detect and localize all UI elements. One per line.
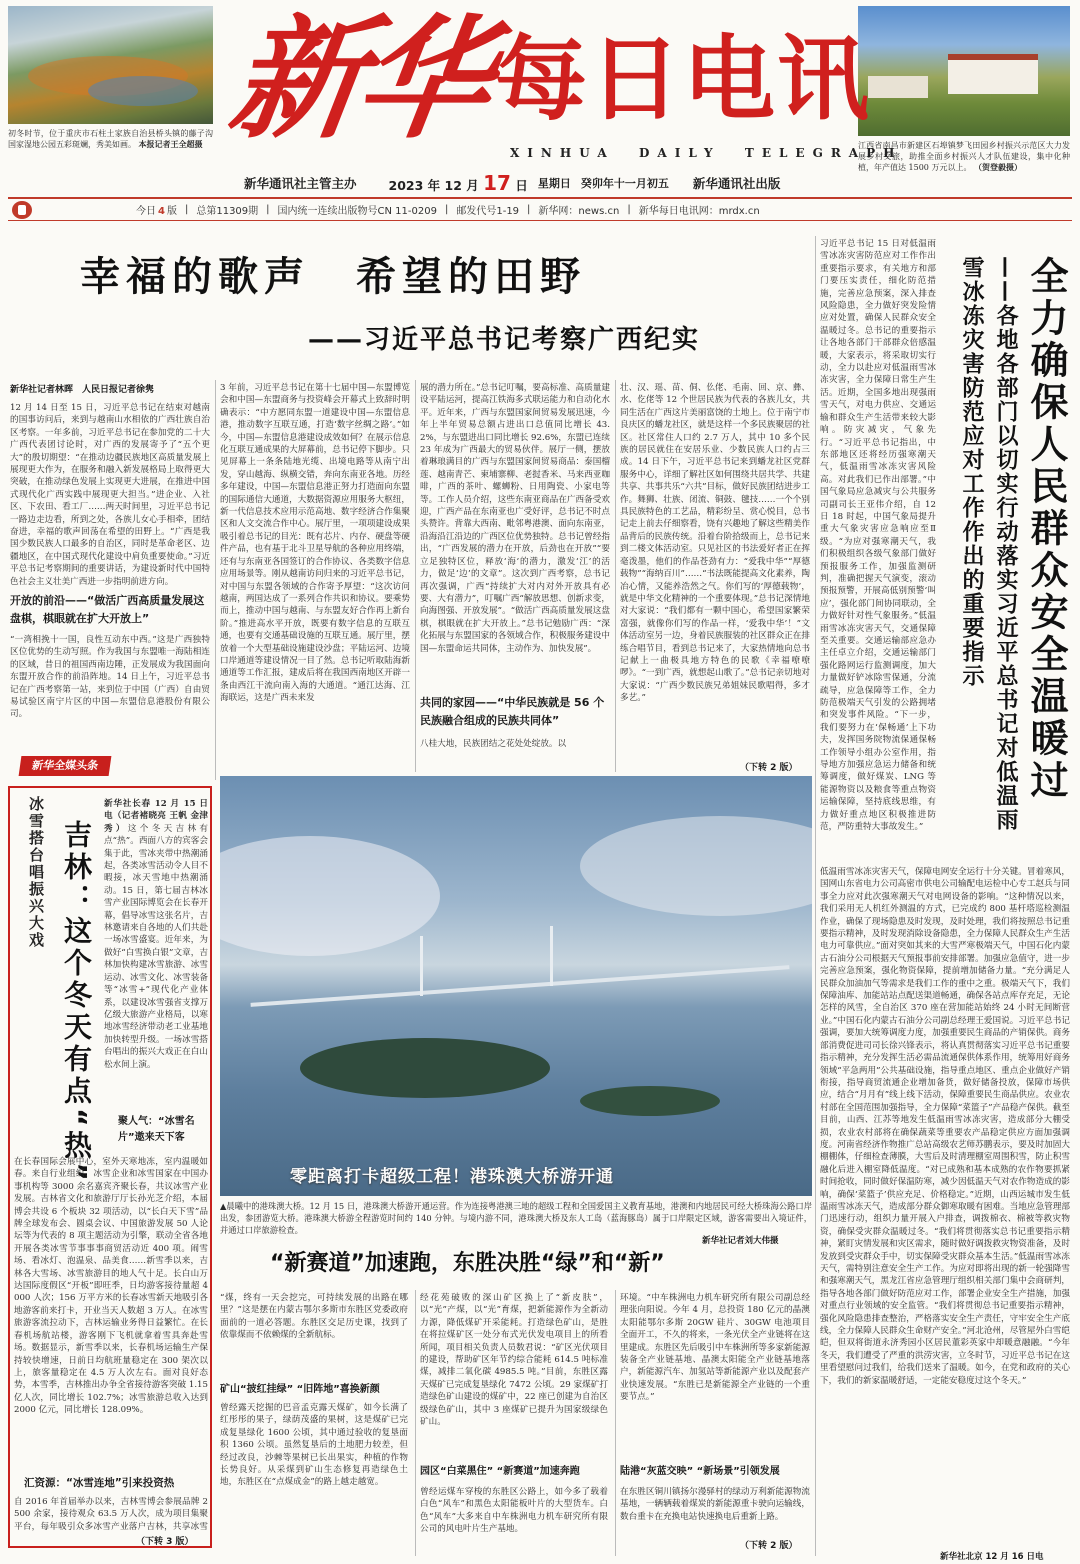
sidebar-text3: 自 2016 年首届举办以来，吉林雪博会参展品牌 2500 余家，接待观众 63.5 万人次，成为项目集聚平台，每年吸引众多冰雪产业落户吉林，共享冰雪 [14,1497,208,1532]
column-rule [615,380,616,772]
lunar: 癸卯年十一月初五 [580,177,669,190]
bridge-photo [220,776,812,1196]
col2-text: 3 年前，习近平总书记在第十七届中国—东盟博览会和中国—东盟商务与投资峰会开幕式上致辞时明确表示：“中方愿同东盟一道建设中国—东盟信息港，推动数字互联互通，打造‘数字丝绸之路’。”如今，中国—东盟信息港建设成效如何？在展示信息化互联互通成果的大屏幕前，总书记停下脚步。只见屏幕上一条条陆地光缆、出境电路等从南宁出发，穿山越海、纵横交错，奔向东南亚各地。历经多年建设，中国—东盟信息港正努力打造面向东盟的国际通信大通道，大数据资源应用服务大枢纽，新一代信息技术应用示范高地、数字经济合作集聚区和人文交流合作中心。展厅里，一项项建设成果吸引着总书记的目光：既有芯片、内存、硬盘等硬件产品，也有基于北斗卫星导航的各种应用终端，还有与东南亚各国签订的合作协议、各类数字信息应用场景等。刚从越南访问归来的习近平总书记，对中国与东盟各领域的合作寄予厚望：“这次访问越南，两国达成了一系列合作共识和协议。要乘势而上，推动中国与越南、与东盟友好合作再上新台阶。”推进高水平开放，既要有数字信息的互联互通，也要有交通基础设施的互联互通。展厅里，摆放着一个大型基础设施建设沙盘；平陆运河、边境口岸通道等建设情况一目了然。总书记听取陆海新通道等工作汇报，建成后将在我国西南地区开辟一条由西江干流向南入海的大通道。“通江达海、江海联运，这是广西未来发 [220,383,410,704]
lower-c3-subhead: 陆港“灰蓝交映” “新场景”引领发展 [620,1466,780,1477]
today-label: 今日 [136,206,156,217]
sidebar-continued: （下转 3 版） [136,1537,194,1547]
left-photo-caption-text: 初冬时节，位于重庆市石柱土家族自治县桥头镇的藤子沟国家湿地公园五彩斑斓，秀美如画。 [8,129,213,149]
site-mrdx: 新华每日电讯网：mrdx.cn [638,206,760,217]
col1-intro: 12 月 14 日至 15 日，习近平总书记在结束对越南的国事访问后，来到与越南山水相依的广西壮族自治区考察。一年多前，习近平总书记在参加党的二十大广西代表团讨论时，对广西的发展寄予了“五个更大”的殷切期望：“在推动边疆民族地区高质量发展上展现更大作为，在服务和融入新发展格局上取得更大突破，在推动绿色发展上实现更大进展，在推进中国式现代化广西实践中展现更大担当。”进企业、入社区、下农田、看工厂……两天时间里，习近平总书记一路边走边看，所到之处，各族儿女心手相牵，团结奋进，幸福的歌声回荡在希望的田野上。“广西是我国少数民族人口最多的自治区，同时是革命老区、边疆地区，在中国式现代化建设中肩负重要使命。”习近平总书记考察期间的重要讲话，为建设新时代中国特色社会主义壮美广西进一步指明前进方向。 [10,403,210,587]
headline-subtitle: ——习近平总书记考察广西纪实 [308,325,701,355]
lower-c2-text2: 曾经运煤车穿梭的东胜区公路上，如今多了载着白色“风车”和黑色太阳能板叶片的大型货车。白色“风车”大多来自中车株洲电力机车研究所有限公司的风电叶片生产基地。 [420,1487,608,1535]
lower-c2-text: 经花苑破败的深山矿区换上了“新皮肤”，以“光”产煤，以“光”育煤，把新能源作为全新动力源，降低煤矿开采能耗。打造绿色矿山，是胜在将拉煤矿区一处分布式光伏发电项目上的所看所闻，项目相关负责人员数君说：“矿区光伏项目的建设，帮助矿区年节约综合能耗 614.5 吨标准煤，减排二氧化碳 4985.5 吨。”目前，东胜区露天煤矿已完成复垦绿化 7472 公顷。29 家煤矿打造绿色矿山建设的煤矿中，22 座已创建为自治区级绿色矿山，其中 3 座煤矿已提升为国家级绿色矿山。 [420,1293,608,1428]
masthead-logo: 新华 [221,2,495,157]
lower-c1-text2: 曾经露天挖掘的巴音孟克露天煤矿，如今长满了红彤彤的果子，绿荫茂盛的果树，这是煤矿已完成复垦绿化 1600 公顷，其中通过验收的复垦面积 1360 公顷。虽然复垦后的土地肥力较差，但经过改良，沙棘等果树已长出果实，种植的作物长势良好。从采煤到矿山生态修复再造绿色土地，东胜区在“点煤成金”的路上越走越宽。 [220,1403,408,1488]
col3-subhead: 共同的家园——“中华民族就是 56 个民族融合组成的民族共同体” [420,696,605,727]
date-suffix: 日 [515,178,528,193]
date [389,171,528,195]
date-prefix: 2023 年 12 月 [388,178,479,193]
sidebar-dateline-text: 新华社长春 12 月 15 日电（记者褚晓亮 王帆 金津秀） [104,799,208,834]
col1-text2: “一湾相挽十一国，良性互动东中西。”这是广西独特区位优势的生动写照。作为我国与东盟唯一海陆相连的区域，昔日的祖国西南边陲，正发展成为我国面向东盟开放合作的前沿阵地。14 日上午，习近平总书记在广西考察第一站，来到位于中国（广西）自由贸易试验区南宁片区的中国—东盟信息港股份有限公司。 [10,635,210,720]
label-tag: 新华全媒头条 [19,756,112,776]
pages-num: 4 [158,206,165,217]
xinhua-emblem-icon [12,201,32,219]
sidebar-dateline [104,798,208,1168]
masthead-dateline [244,170,844,196]
right-photo-caption-text: 江西省南昌市新建区石埠镇梦飞田园乡村振兴示范区大力发展乡村文旅，助推全面乡村振兴人才队伍建设，集中化种植，年产值达 1500 万元以上。 [858,141,1070,172]
lower-story-title: “新赛道”加速跑，东胜决胜“绿”和“新” [270,1251,665,1276]
sidebar-subhead1: 聚人气：“冰雪名片”遨来天下客 [118,1116,195,1143]
left-photo [8,6,213,124]
sidebar-title: 吉林：这个冬天有点“热” [60,820,93,1185]
bridge-photo-credit: 新华社记者刘大伟摄 [702,1236,779,1246]
bridge-deck [251,965,790,1007]
right-story-text-top: 习近平总书记 15 日对低温雨雪冰冻灾害防范应对工作作出重要指示要求，有关地方和部门要压实责任，细化防范措施，完善应急预案，深入排查风险隐患，全力做好突发险情应对处置，确保人民群众安全温暖过冬。总书记的重要指示让各地各部门干部群众倍感温暖，大家表示，将采取切实行动，全力以赴应对低温雨雪冰冻灾害，全力保障日常生产生活。近期，全国多地出现强雨雪天气，对电力供应、交通运输和群众生产生活带来较大影响。防灾减灾，气象先行。“习近平总书记指出，中东部地区还将经历强寒潮天气，低温雨雪冰冻灾害风险高。对此我们已作出部署。”中国气象局应急减灾与公共服务司副司长王亚伟介绍，自 12 日 18 时起，中国气象局提升重大气象灾害应急响应至Ⅱ级。“为应对强寒潮天气，我们积极组织各级气象部门做好预报服务工作，加强监测研判，准确把握天气演变，滚动预报预警，开展高低别预警‘叫应’，强化部门间协同联动，全力做好针对性气象服务。”低温雨雪冰冻灾害天气，交通保障至关重要。交通运输部应急办主任卓立介绍，交通运输部门强化路网运行监测调度，加大力量做好铲冰除雪保通，分流疏导，应急保障等工作，全力防范极端天气引发的公路拥堵和突发事件风险。“下一步，我们要努力在‘保畅通’上下功夫，发挥国务院物流保通保畅工作领导小组办公室作用，指导地方加强应急运力储备和统筹调度，做好煤炭、LNG 等能源物资以及粮食等重点物资运输保障，坚持底线思维，有力做好重点地区积极推进防范，严防重特大事故发生。” [820,239,936,833]
bridge-photo-caption: ▲晨曦中的港珠澳大桥。12 月 15 日，港珠澳大桥游开通运营。作为连接粤港澳三地的超级工程和全国爱国主义教育基地，港澳和内地居民可经大桥珠海公路口岸出发，参团游览大桥。港珠澳大桥游全程游览时间约 140 分钟。与境内游不同，港珠澳大桥及东人工岛（蓝海豚岛）属于口岸限定区域，游客需要出入境证件，并通过口岸旅游检查。 [220,1201,812,1235]
masthead-title: 每日电讯 [495,26,872,133]
lower-c1-subhead: 矿山“披红挂绿” “旧阵地”喜换新颜 [220,1384,380,1395]
bridge-pylon-2 [550,926,553,986]
island-1 [300,1038,550,1098]
lower-c3-text2: 在东胜区铜川镇扬尔漫驿村的绿动万利新能源物流基地，一辆辆载着煤炭的新能源重卡驶向运输线，数台重卡在充换电站快速换电后重新上路。 [620,1487,810,1522]
sidebar-text2: 在长春国际会展中心，室外天寒地冻，室内温暖如春。来自行业组织、冰雪企业和冰雪国家在中国办事机构等 3000 余名嘉宾齐聚长春，共议冰雪产业发展。吉林省文化和旅游厅厅长孙光芝介绍，本届博会共设 6 个板块 32 项活动，以“长白天下雪”品牌全球发布会、圆桌会议、中国旅游发展 50 人论坛等为代表的 8 项主题活动为引擎，联动全省各地开展各类冰雪节事事事商贸活动近 400 项。闹雪场、看冰灯、泡温泉、品美食……新雪季以来，吉林各大雪场、冰雪旅游目的地人气十足。长白山万达国际度假区“开板”即旺季，日均游客接待量超 4000 人次；156 万平方米的长春冰雪新天地吸引各地游客前来打卡，开业当天人数超 3 万人。在冰雪旅游客流拉动下，吉林运输业务得日益繁忙。在长春机场航站楼，游客刚下飞机就拿着雪具奔赴雪场。数据显示，新雪季以来，长春机场运输生产保持较快增速，日前日均航班量稳定在 300 架次以上，旅客量稳定在 4.5 万人次左右。面对良好态势，本雪季，吉林推出办争全省接待游客突破 1.15 亿人次，同比增长 102.7%；冰雪旅游总收入达到 2000 亿元，同比增长 128.09%。 [14,1157,208,1416]
post-code: 邮发代号1-19 [456,206,520,217]
date-day: 17 [483,171,511,195]
island-2 [580,1086,720,1116]
sponsor: 新华通讯社主管主办 [244,176,357,191]
lower-c1-text: “煤，终有一天会挖完，可持续发展的出路在哪里？”这是摆在内蒙古鄂尔多斯市东胜区党委政府面前的一道必答题。东胜区交足历史课，找到了依靠煤而不依赖煤的全新航标。 [220,1293,408,1341]
masthead-english: XINHUA DAILY TELEGRAPH [510,146,903,160]
right-photo [858,6,1070,136]
right-story-title: 全力确保人民群众安全温暖过 [1024,256,1068,802]
sidebar-kicker: 冰雪搭台唱振兴大戏 [27,796,45,949]
lower-c2-subhead: 园区“白菜黑住” “新赛道”加速奔跑 [420,1466,580,1477]
issue-total: 总第11309期 [196,206,259,217]
headline-title: 幸福的歌声 希望的田野 [80,254,586,300]
pages-unit: 版 [166,206,177,217]
col4-text: 壮、汉、瑶、苗、侗、仫佬、毛南、回、京、彝、水、仡佬等 12 个世居民族为代表的各族儿女，共同生活在广西这片美丽富饶的土地上。位于南宁市良庆区的蟠龙社区，就是这样一个多民族聚居的社区。社区常住人口约 2.7 万人，其中 10 多个民族的居民就住在安居乐业、少数民族人口约占三成。14 日下午，习近平总书记来到蟠龙社区党群服务中心，详细了解社区如何围绕共居共学、共建共享、共事共乐“六共”目标，做好民族团结进步工作。舞狮、壮族、闭流、铜鼓、毽技……一个个别具民族特色的工艺品，精彩纷呈、赏心悦目，总书记走上前去仔细察看，饶有兴趣地了解这些精美作品背后的民族传统。沿着台阶拾级而上，总书记来到二楼文体活动室。只见社区的书法爱好者正在挥毫泼墨，他们的作品苍劲有力：“爱我中华”“厚德载物”“海纳百川”……“书法既能提高文化素养，陶冶心情，又能养浩然之气。你们写的‘厚德载物’，就是中华文化精神的一个重要体现。”总书记深情地对大家说：“我们都有一颗中国心，希望国家繁荣富强，就像你们写的作品一样，‘爱我中华’！”文体活动室另一边，身着民族服装的社区群众正在排练合唱节目，看到总书记来了，大家热情地向总书记献上一曲极具地方特色的民歌《幸福嘹嘹啰》。“一到广西，就想起山歌了。”总书记亲切地对大家说：“广西少数民族兄弟姐妹民歌唱得，多才多艺。” [620,383,810,704]
column-rule [815,236,816,1556]
byline: 新华社记者林晖 人民日报记者徐隽 [10,385,155,395]
right-story-subtitle: ——各地各部门以切实行动落实习近平总书记对低温雨雪冰冻灾害防范应对工作作出的重要指示 [959,256,1018,832]
sidebar-subhead2: 汇资源：“冰雪连地”引来投资热 [24,1477,175,1489]
lower-c3-text: 环境。“中车株洲电力机车研究所有限公司副总经理张向阳说。今年 4 月，总投资 180 亿元的晶澳太阳能鄂尔多斯 20GW 硅片、30GW 电池项目全面开工，不久的将来，一条光伏全产业链将在这里建成。东胜区先后吸引中车株洲所等多家新能源装备全产业链基地、晶澳太阳能全产业链基地落户，新能源汽车、加氢站等新能源产业以及配套产业快速发展。“东胜已是新能源全产业链的一个重要节点。” [620,1293,810,1403]
right-story-dateline: 新华社北京 12 月 16 日电 [940,1552,1044,1562]
col3-text2: 八桂大地，民族团结之花处处绽放。以 [420,739,567,749]
column-rule [215,380,216,780]
col1-subhead: 开放的前沿——“做活广西高质量发展这盘棋，棋眼就在扩大开放上” [10,594,205,625]
left-photo-credit: 本报记者王全超摄 [138,139,203,149]
left-photo-caption [8,128,213,150]
today-pages [136,202,177,217]
cn-number: 国内统一连续出版物号CN 11-0209 [277,206,437,217]
col3-text: 展的潜力所在。”总书记叮嘱，要高标准、高质量建设平陆运河，提高江铁海多式联运能力和自动化水平。近年来，广西与东盟国家间贸易发展迅速，今年上半年贸易总额占进出口总值同比增长 43.2%，与东盟进出口同比增长 92.6%，东盟已连续 23 年成为广西最大的贸易伙伴。展厅一侧，摆放着琳琅满目的广西与东盟国家间贸易商品：泰国榴莲、越南青芒、柬埔寨柳、老挝香米、马来西亚咖啡，广西的茶叶、螺蛳粉、日用陶瓷、小家电等等。工作人员介绍，这些东南亚商品在广西备受欢迎，广西产品在东南亚也广受好评，总书记不时点头赞许。背靠大西南、毗邻粤港澳、面向东南亚，沿海沿江沿边的广西区位优势独特。总书记曾经指出，“广西发展的潜力在开放，后劲也在开放”“要立足独特区位，释放‘海’的潜力，激发‘江’的活力，做足‘边’的文章”。这次到广西考察，总书记再次强调，广西“持续扩大对内对外开放具有必要、大有潜力”，叮嘱广西“解放思想、创新求变，向海图强、开放发展”。“做活广西高质量发展这盘棋，棋眼就在扩大开放上。”总书记勉励广西：“深化拓展与东盟国家的各领域合作，积极服务建设中国—东盟命运共同体，主动作为、加快发展”。 [420,383,610,654]
column-rule [415,380,416,772]
col4-continued: （下转 2 版） [740,763,798,773]
site-news: 新华网：news.cn [538,206,620,217]
publisher: 新华通讯社出版 [692,176,781,191]
right-photo-credit: （贺登毅摄） [974,162,1022,172]
column-rule [415,1290,416,1556]
weekday: 星期日 [537,177,571,190]
right-story-text-bottom: 低温雨雪冰冻灾害天气，保障电网安全运行十分关键。冒着寒风，国网山东省电力公司高密市供电公司输配电运检中心专工赵兵与同事全力应对此次强寒潮天气对电网设备的影响。“这种情况以来，我们采用无人机红外测温的方式，已完成约 800 基杆塔巡检测温作业，确保了现场隐患及时发现，及时处理，我们将按照总书记重要指示精神，及时发现消除设备隐患，全力保障人民群众生产生活电力可靠供应。”面对突如其来的大雪严寒极端天气，中国石化内蒙古石油分公司根据天气预报事前安排部署。加强应急值守，进一步完善应急预案，强化物资保障，提前增加储备力量。“充分满足人民群众加油加气等需求是我们工作的重中之重。极端天气下，我们保障油库、加能站站点配送渠道畅通，确保各站点库存充足，无论怎样的风雪，全自治区 370 座在营加能站始终 24 小时无间断营业。”中国石化内蒙古石油分公司副总经理王爱国说。习近平总书记强调，要加大统筹调度力度，加强重要民生商品的产销保供。商务部消费促进司司长徐兴锋表示，将认真贯彻落实习近平总书记重要指示精神，充分发挥生活必需品流通保供体系作用，统筹用好商务领域“平急两用”公共基础设施，指导重点地区、重点企业做好产销衔接，指导商贸流通企业增加备货，做好储备投放，保障市场供应，结合“月月有”线上线下活动，保障重要民生商品供应。农业农村部在全国范围加强指导，全力保障“菜篮子”产品稳产保供。截至目前，山西、江苏等地发生低温雨雪冰冻灾害，造成部分大棚受损，农业农村部将在确保蔬菜等重要农产品稳定供应方面加强调度。河南省经济作物推广总站高级农艺师苏鹏表示，要及时加固大棚棚体，仔细检查薄膜，大雪后及时清理棚室周围积雪，防止积雪融化后进入棚室降低温度。“对已成熟和基本成熟的农作物要抓紧时间抢收，同时做好保温防寒，减少因低温天气对农作物造成的影响，确保‘菜篮子’供应充足、价格稳定。”近期，山西运城市发生低温雨雪冰冻天气，造成部分群众御寒取暖有困难。当地应急管理部门迅速行动，组织力量开展入户排查，调拨棉衣、棉被等救灾物资，确保受灾群众温暖过冬。“我们将贯彻落实总书记重要指示精神，紧盯灾情发展和灾区需求，随时做好调拨救灾物资准备，及时发放到受灾群众手中，切实保障受灾群众基本生活。”低温雨雪冰冻天气，需特别注意安全生产工作。为应对即将出现的新一轮强降雪和强寒潮天气，黑龙江省应急管理厅组织相关部门集中会商研判，指导各地各部门做好防范应对工作，部署企业安全生产措施，加强对重点行业领域的安全监管。“我们将贯彻总书记重要指示精神，强化风险隐患排查整治，严格落实安全生产责任，守牢安全生产底线，全力保障人民群众生命财产安全。”河北沧州，尽管屋外白雪皑皑，但双将街道永济秀园小区居民董彩英家中却暖意融融。“今年冬天，我们遭受了严重的洪涝灾害，立冬时节，习近平总书记在这里看望慰问过我们，给我们送来了温暖。如今，在党和政府的关心下，我们的新家温暖舒适，一定能安稳度过这个冬天。” [820,867,1070,1386]
column-rule [615,1290,616,1556]
bridge-pylon-1 [420,936,423,996]
info-bar: 今日 4 版 | 总第11309期 | 国内统一连续出版物号CN 11-0209 | 邮发代号1-19 | 新华网：news.cn | 新华每日电讯网：mrdx.cn [8,197,1072,221]
lower-c3-continued: （下转 2 版） [740,1541,798,1551]
sidebar-intro: 这个冬天吉林有点“热”。西面八方的宾客会集于此，雪冰夹带中热潮涌起，各类冰雪活动令人目不暇接，冰天雪地中热潮涌动。15 日，第七届吉林冰雪产业国际博览会在长春开幕，倡导冰雪这张名片，吉林邀请来自各地的人们共赴一场冰雪盛宴。近年来，为做好“白雪换白银”文章，吉林加快构建冰雪旅游、冰雪运动、冰雪文化、冰雪装备等“冰雪+”现代化产业体系，以建设冰雪强省支撑万亿级大旅游产业格局，以寒地冰雪经济带动老工业基地加快转型升级。一场冰雪搭台唱出的振兴大戏正在白山松水间上演。 [104,823,208,1070]
bridge-photo-overlay-caption: 零距离打卡超级工程！港珠澳大桥游开通 [290,1167,614,1187]
